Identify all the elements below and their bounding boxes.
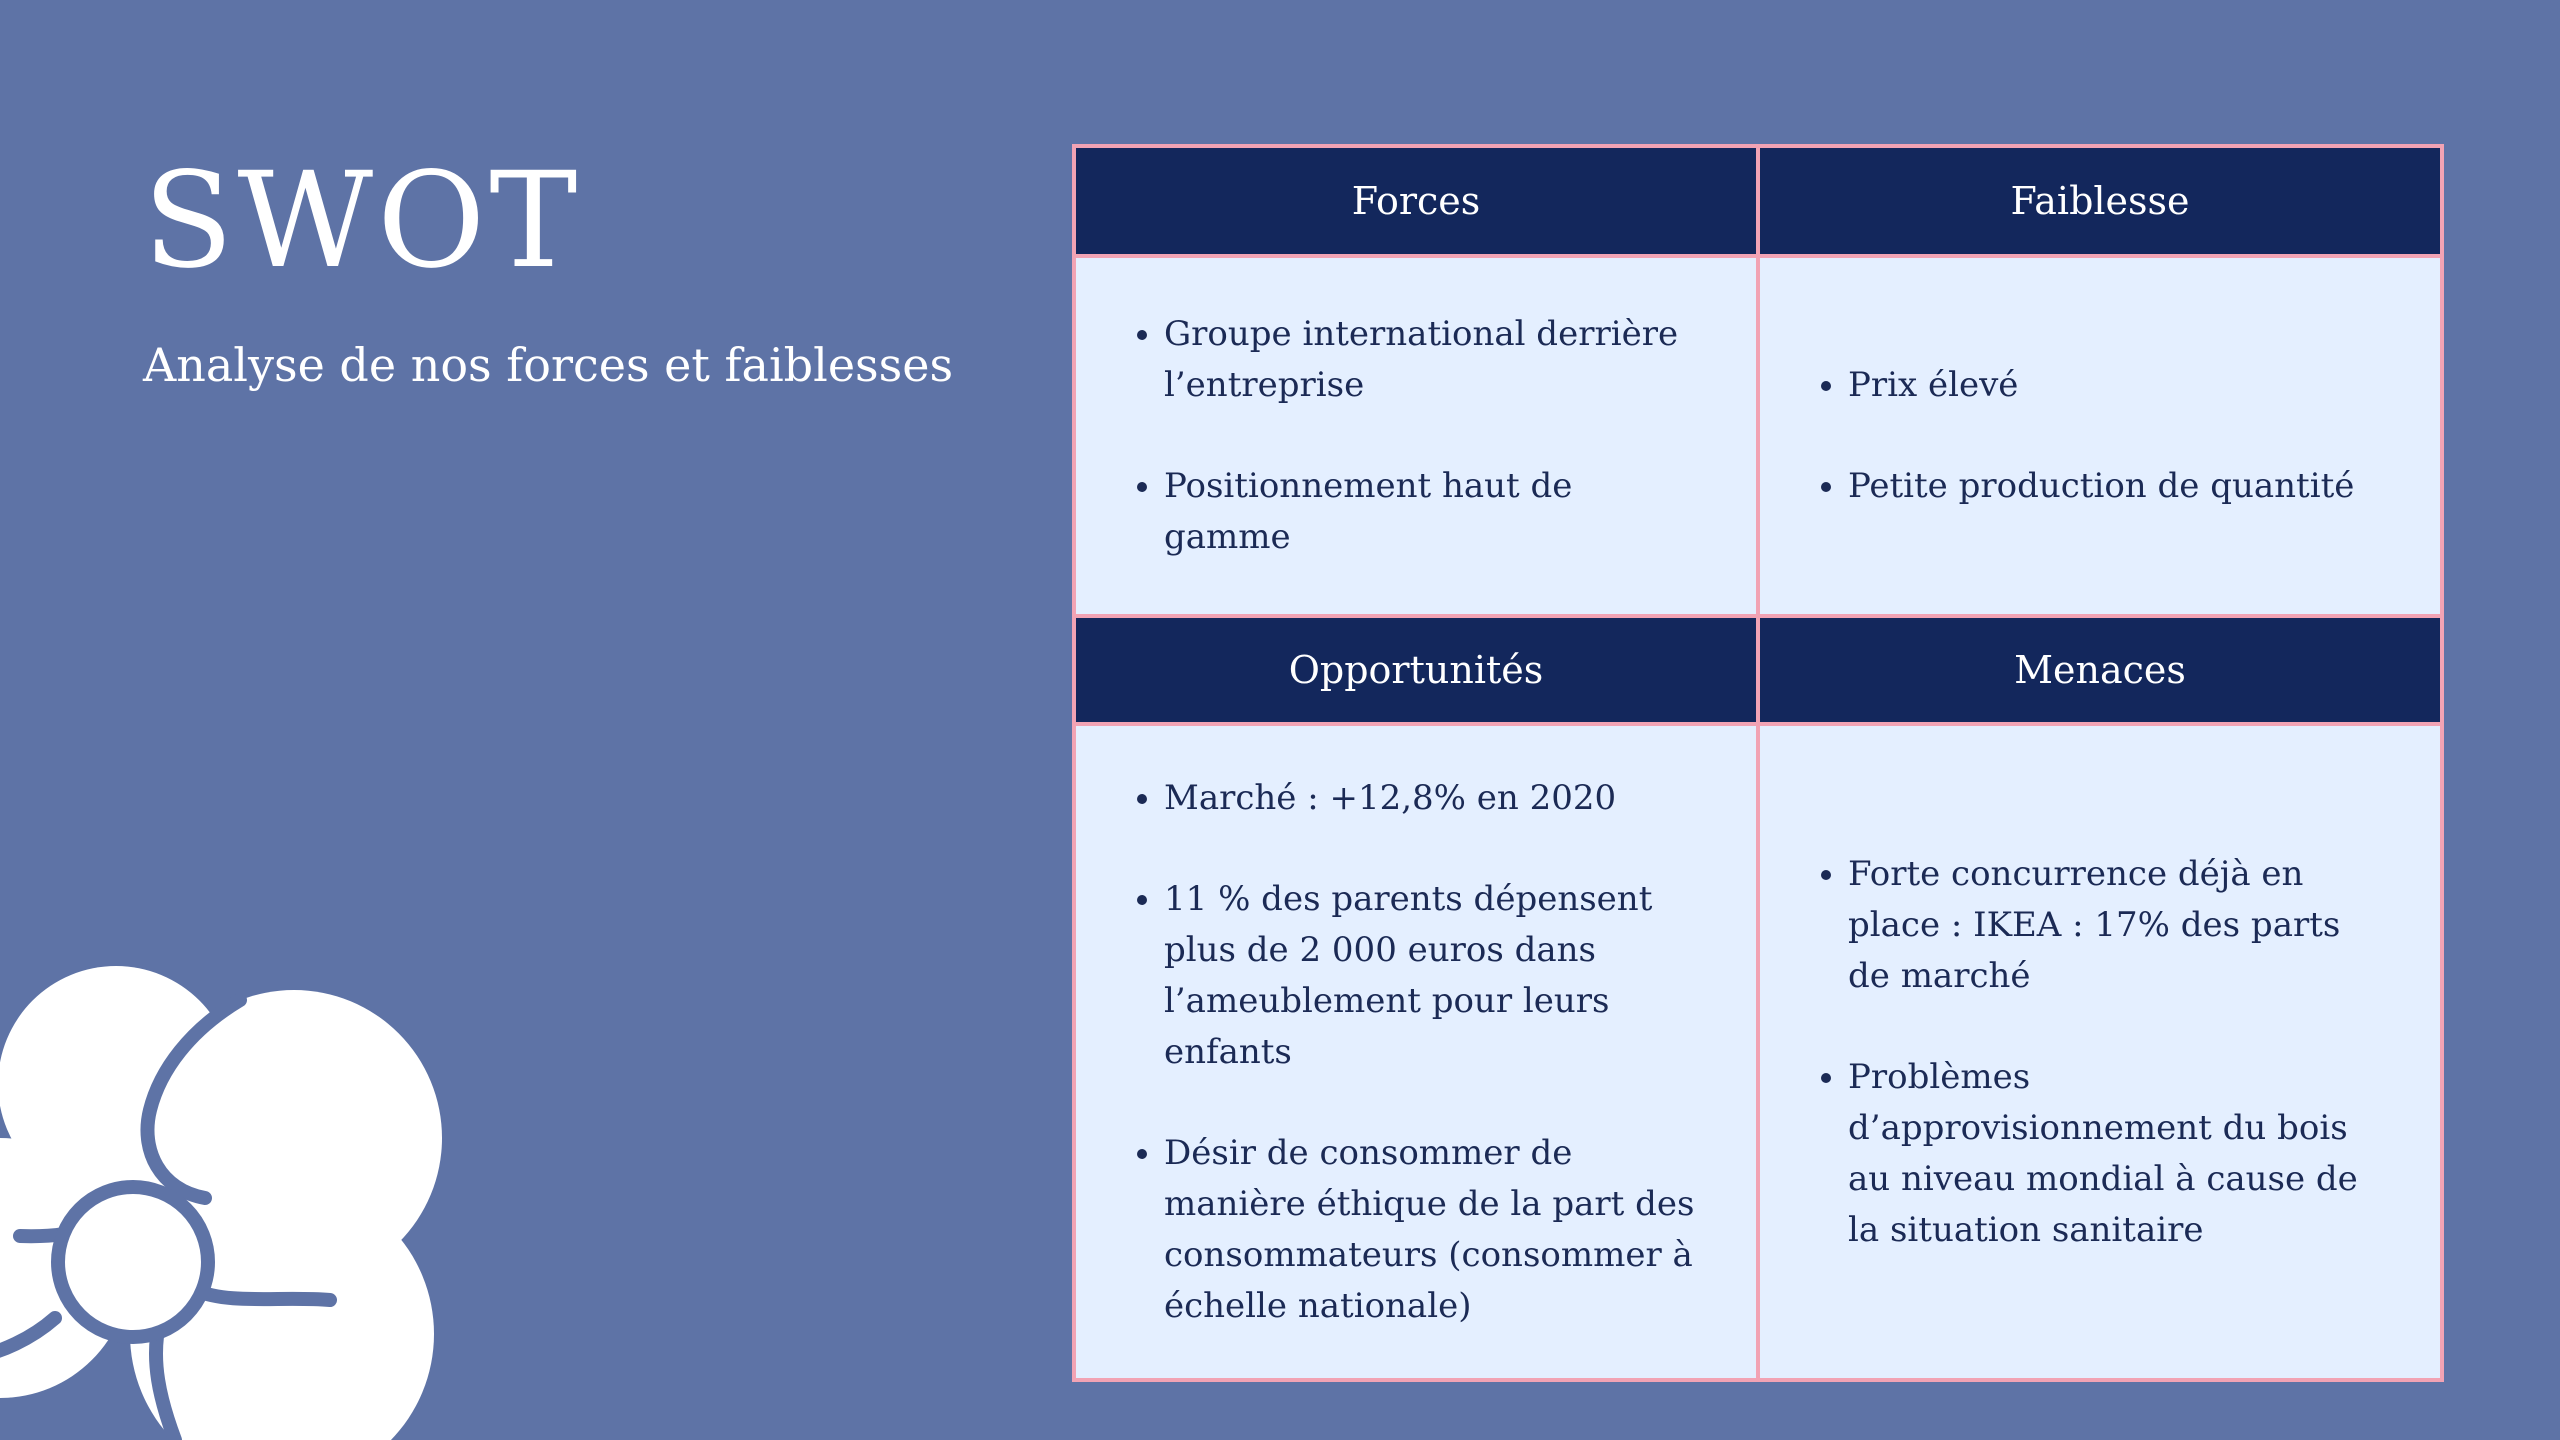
list-item: • Marché : +12,8% en 2020: [1164, 773, 1706, 824]
threats-cell: [1760, 726, 2440, 1378]
flower-icon: [0, 900, 460, 1440]
opportunities-header: Opportunités: [1076, 618, 1756, 722]
list-item: • Groupe international derrière l’entreprise: [1164, 309, 1706, 411]
slide-subtitle: Analyse de nos forces et faiblesses: [143, 338, 954, 392]
weaknesses-cell: [1760, 258, 2440, 614]
list-item: • Désir de consommer de manière éthique de la part des consommateurs (consommer à échelle nationale): [1164, 1128, 1706, 1332]
list-item: • Prix élevé: [1848, 360, 2354, 411]
threats-list: [1810, 849, 2390, 1256]
strengths-list: [1126, 309, 1706, 563]
opportunities-cell: [1076, 726, 1756, 1378]
list-item: • Forte concurrence déjà en place : IKEA : 17% des parts de marché: [1848, 849, 2390, 1002]
swot-grid: [1072, 144, 2444, 1382]
list-item: • 11 % des parents dépensent plus de 2 000 euros dans l’ameublement pour leurs enfants: [1164, 874, 1706, 1078]
weaknesses-header: Faiblesse: [1760, 148, 2440, 254]
slide-title: SWOT: [143, 144, 582, 298]
strengths-header: Forces: [1076, 148, 1756, 254]
threats-header: Menaces: [1760, 618, 2440, 722]
list-item: • Positionnement haut de gamme: [1164, 461, 1706, 563]
list-item: • Problèmes d’approvisionnement du bois au niveau mondial à cause de la situation sanitaire: [1848, 1052, 2390, 1256]
strengths-cell: [1076, 258, 1756, 614]
opportunities-list: [1126, 773, 1706, 1332]
list-item: • Petite production de quantité: [1848, 461, 2354, 512]
weaknesses-list: [1810, 360, 2354, 512]
